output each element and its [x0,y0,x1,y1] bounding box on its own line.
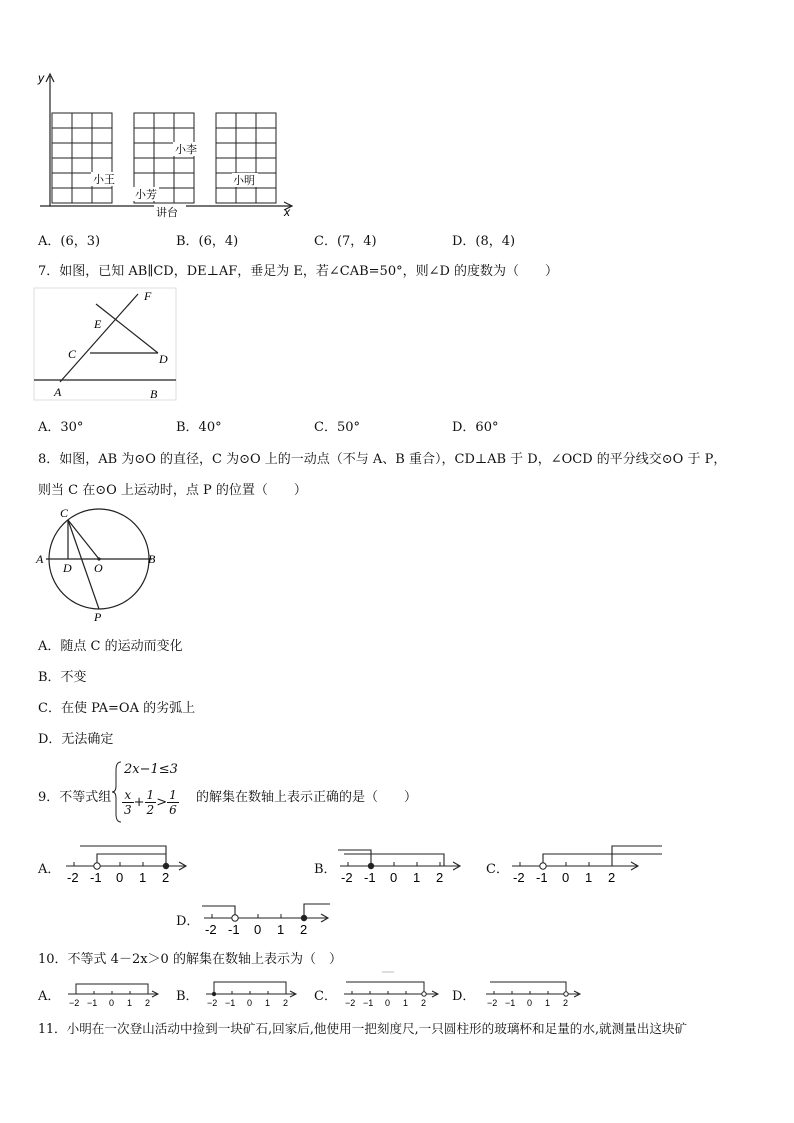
q8-point-a: A [36,552,44,566]
q8-option-b[interactable]: B．不变 [38,670,87,685]
q10-option-d-numberline[interactable] [484,974,584,1010]
seat-label-xiaofang: 小芳 [135,189,157,201]
q10b-tick-1: 1 [265,998,271,1008]
q8-option-a[interactable]: A．随点 C 的运动而变化 [38,639,183,654]
q10-option-a-numberline[interactable] [66,976,162,1010]
q9-inequality-2 [122,788,179,817]
q9c-tick-0: 0 [562,870,570,885]
q8-point-o: O [94,561,103,575]
q10c-tick-2: 2 [421,998,427,1008]
q9a-tick-2: 2 [162,870,170,885]
q9-plus: + [133,795,145,810]
q10b-tick-2: 2 [283,998,289,1008]
q9d-tick-m1: -1 [228,922,240,937]
q9c-tick-m2: -2 [513,870,525,885]
podium-label: 讲台 [156,207,178,219]
q9c-tick-2: 2 [608,870,616,885]
q7-text: 7．如图，已知 AB∥CD，DE⊥AF，垂足为 E，若∠CAB=50°，则∠D 的度数为（ ） [38,264,559,279]
q8-text-line1: 8．如图，AB 为⊙O 的直径，C 为⊙O 上的一动点（不与 A、B 重合），CD⊥AB 于 D，∠OCD 的平分线交⊙O 于 P， [38,452,727,467]
q9b-tick-m1: -1 [364,870,376,885]
seat-chart-figure [36,70,296,220]
q6-option-b[interactable]: B．(6，4) [176,234,239,249]
x-axis-label: x [284,205,290,219]
q10d-tick-m1: −1 [505,998,516,1008]
q7-point-e: E [94,317,102,331]
q6-option-d[interactable]: D．(8，4) [452,234,516,249]
q8-text-line2: 则当 C 在⊙O 上运动时，点 P 的位置（ ） [38,483,307,498]
q7-figure [34,288,176,406]
q9-prefix: 9．不等式组 [38,790,112,805]
q8-point-d: D [63,561,72,575]
q9-option-a-label[interactable]: A． [38,862,61,877]
q10c-tick-1: 1 [403,998,409,1008]
q10-option-c-numberline[interactable] [342,970,442,1010]
q10a-tick-1: 1 [127,998,133,1008]
q10b-tick-m2: −2 [207,998,218,1008]
seat-label-xiaowang: 小王 [93,174,115,186]
q7-option-c[interactable]: C．50° [314,420,360,435]
q10c-tick-m1: −1 [363,998,374,1008]
q8-option-d[interactable]: D．无法确定 [38,732,114,747]
q7-point-b: B [150,387,158,401]
q10-option-d-label[interactable]: D． [452,989,476,1004]
q8-option-c[interactable]: C．在使 PA=OA 的劣弧上 [38,701,196,716]
q7-option-a[interactable]: A．30° [38,420,84,435]
q9-frac3-num: 1 [169,788,177,802]
q6-option-a[interactable]: A．(6，3) [38,234,101,249]
q10d-tick-0: 0 [527,998,533,1008]
q7-point-d: D [159,352,168,366]
q7-point-a: A [54,385,62,399]
seat-label-xiaoming: 小明 [233,175,255,187]
q9a-tick-m1: -1 [90,870,102,885]
q10-option-a-label[interactable]: A． [38,989,61,1004]
q10d-tick-1: 1 [545,998,551,1008]
q9a-tick-1: 1 [139,870,147,885]
q8-circle-figure [34,506,164,624]
q9-option-c-label[interactable]: C． [486,862,509,877]
q9a-tick-m2: -2 [67,870,79,885]
y-axis-label: y [38,71,44,85]
q10-option-b-label[interactable]: B． [176,989,199,1004]
q8-point-c: C [60,506,69,520]
q9a-tick-0: 0 [116,870,124,885]
q9b-tick-0: 0 [390,870,398,885]
seat-label-xiaoli: 小李 [175,144,197,156]
q9b-tick-1: 1 [413,870,421,885]
q10d-tick-2: 2 [563,998,569,1008]
q8-point-p: P [94,610,102,624]
q9d-tick-2: 2 [300,922,308,937]
q9c-tick-1: 1 [585,870,593,885]
q9-option-d-label[interactable]: D． [176,914,200,929]
q9-option-d-numberline[interactable] [200,896,334,940]
q9d-tick-1: 1 [277,922,285,937]
q7-point-c: C [68,347,77,361]
q7-option-d[interactable]: D．60° [452,420,499,435]
q10a-tick-m2: −2 [69,998,80,1008]
q10-option-b-numberline[interactable] [204,976,300,1010]
q9-inequality-1: 2x−1≤3 [124,762,178,777]
q10a-tick-2: 2 [145,998,151,1008]
q8-point-b: B [148,552,156,566]
q7-option-b[interactable]: B．40° [176,420,222,435]
q10b-tick-m1: −1 [225,998,236,1008]
q9-frac2-den: 2 [146,803,155,817]
q10d-tick-m2: −2 [487,998,498,1008]
q9c-tick-m1: -1 [536,870,548,885]
q9b-tick-2: 2 [436,870,444,885]
q10a-tick-0: 0 [109,998,115,1008]
q9-option-b-numberline[interactable] [336,844,464,888]
q9-frac3-den: 6 [169,803,177,817]
q10-text: 10．不等式 4－2x＞0 的解集在数轴上表示为（ ） [38,952,342,967]
q9-frac2-num: 1 [146,788,155,802]
q10b-tick-0: 0 [247,998,253,1008]
q7-point-f: F [144,289,152,303]
q9-frac1-num: x [122,788,134,803]
q10c-tick-m2: −2 [345,998,356,1008]
q10-option-c-label[interactable]: C． [314,989,337,1004]
q9-option-b-label[interactable]: B． [314,862,337,877]
q9d-tick-0: 0 [254,922,262,937]
q9b-tick-m2: -2 [341,870,353,885]
q9-brace [112,760,122,824]
q9-gt: > [156,795,168,810]
q6-option-c[interactable]: C．(7，4) [314,234,377,249]
q10a-tick-m1: −1 [87,998,98,1008]
q9-option-c-numberline[interactable] [508,844,664,888]
q9-frac1-den: 3 [124,803,132,817]
q10c-tick-0: 0 [385,998,391,1008]
q9-option-a-numberline[interactable] [62,844,190,888]
q9-suffix: 的解集在数轴上表示正确的是（ ） [196,790,418,805]
q9d-tick-m2: -2 [205,922,217,937]
q11-text: 11．小明在一次登山活动中捡到一块矿石,回家后,他使用一把刻度尺,一只圆柱形的玻璃杯和足量的水,就测量出这块矿 [38,1021,688,1036]
